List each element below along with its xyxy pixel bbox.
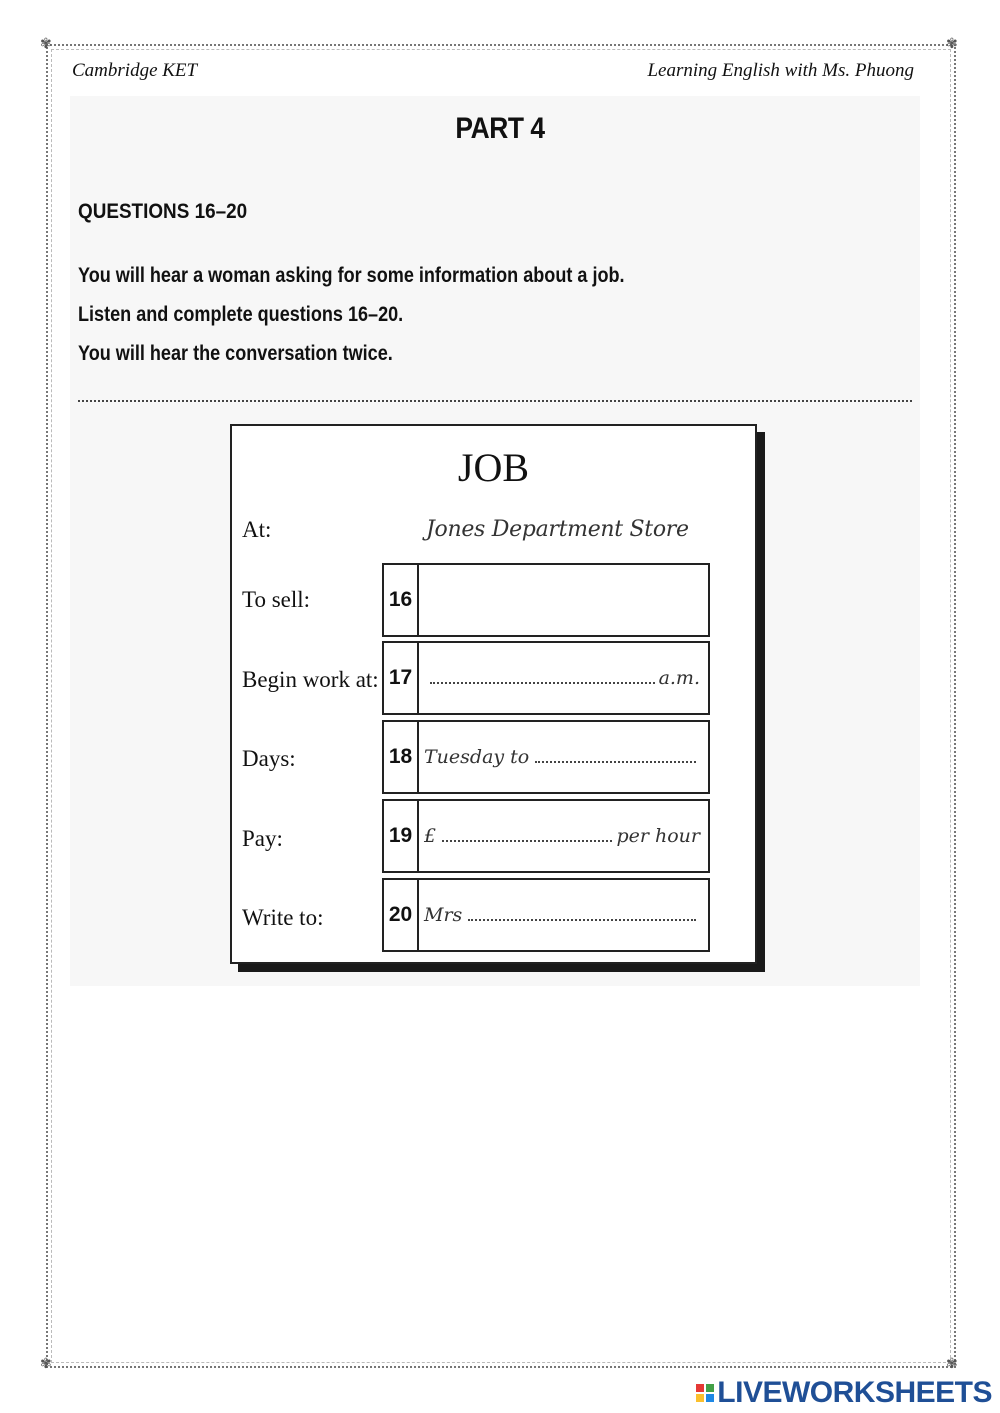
blank-line [468, 919, 696, 921]
brand-text: LIVEWORKSHEETS [717, 1376, 992, 1409]
corner-ornament-icon: ✾ [946, 37, 958, 52]
corner-ornament-icon: ✾ [40, 37, 52, 52]
header-right: Learning English with Ms. Phuong [647, 60, 914, 81]
liveworksheets-logo[interactable] [696, 1376, 992, 1410]
row-label-19: Pay: [242, 826, 283, 851]
part-title: PART 4 [455, 112, 545, 145]
corner-ornament-icon: ✾ [40, 1357, 52, 1372]
header-left: Cambridge KET [72, 60, 198, 81]
question-number: 20 [384, 880, 419, 950]
question-number: 19 [384, 801, 419, 871]
answer-field-19[interactable] [424, 801, 700, 871]
at-label: At: [242, 517, 272, 542]
row-label-16: To sell: [242, 587, 311, 612]
answer-row-18 [382, 720, 710, 794]
answer-prefix: Mrs [424, 904, 463, 926]
answer-field-16[interactable] [424, 565, 700, 635]
card-title: JOB [457, 445, 530, 490]
logo-square [696, 1384, 704, 1392]
questions-title: QUESTIONS 16–20 [78, 200, 248, 223]
instruction-line: You will hear a woman asking for some information about a job. [78, 264, 625, 287]
corner-ornament-icon: ✾ [946, 1357, 958, 1372]
answer-row-17 [382, 641, 710, 715]
liveworksheets-icon [696, 1384, 714, 1402]
blank-line [442, 840, 612, 842]
answer-suffix: per hour [616, 825, 700, 847]
row-label-20: Write to: [242, 905, 324, 930]
answer-suffix: a.m. [658, 667, 700, 689]
answer-prefix: £ [424, 825, 437, 847]
answer-row-19 [382, 799, 710, 873]
answer-field-20[interactable] [424, 880, 700, 950]
answer-prefix: Tuesday to [424, 746, 530, 768]
row-label-17: Begin work at: [242, 667, 379, 692]
blank-line [535, 761, 696, 763]
logo-square [706, 1384, 714, 1392]
instruction-line: You will hear the conversation twice. [78, 342, 393, 365]
question-number: 18 [384, 722, 419, 792]
answer-row-16 [382, 563, 710, 637]
answer-field-17[interactable] [424, 643, 700, 713]
question-number: 16 [384, 565, 419, 635]
blank-line [430, 682, 655, 684]
job-card [230, 424, 757, 964]
dotted-divider [78, 400, 912, 402]
row-label-18: Days: [242, 746, 296, 771]
instruction-line: Listen and complete questions 16–20. [78, 303, 404, 326]
logo-square [706, 1394, 714, 1402]
at-value: Jones Department Store [426, 517, 689, 542]
answer-row-20 [382, 878, 710, 952]
logo-square [696, 1394, 704, 1402]
question-number: 17 [384, 643, 419, 713]
answer-field-18[interactable] [424, 722, 700, 792]
